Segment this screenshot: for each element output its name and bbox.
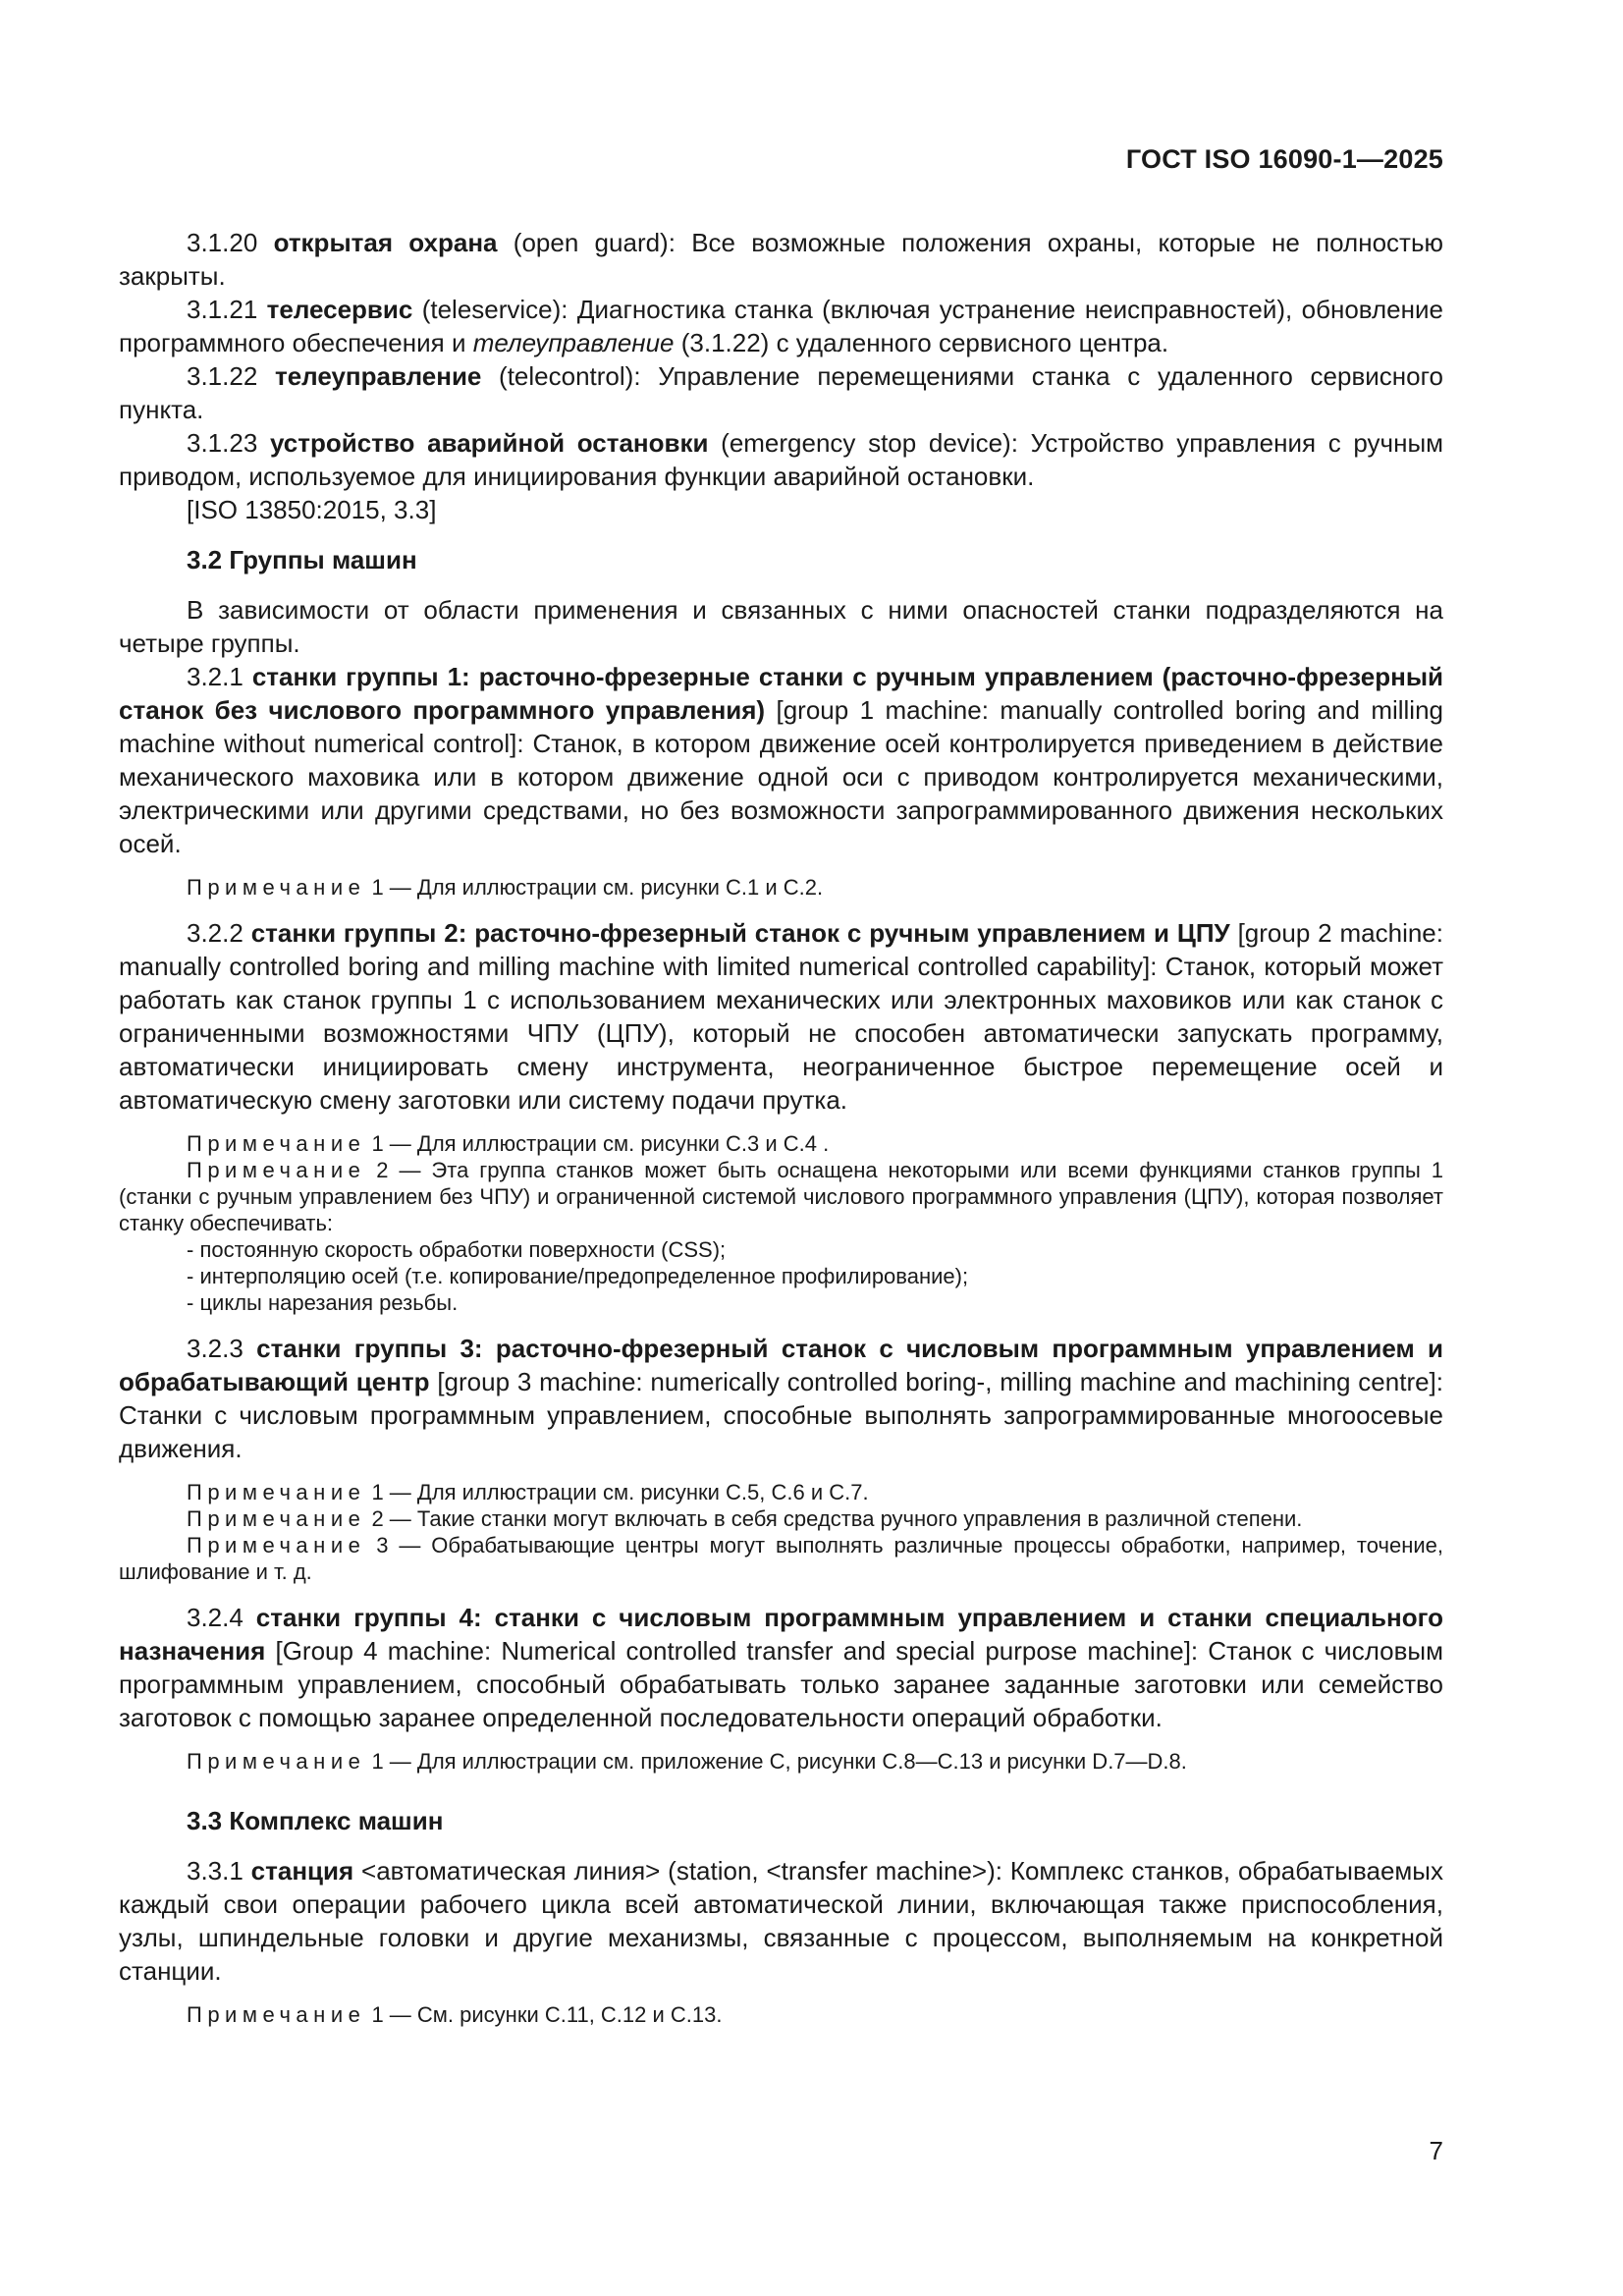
note-label: Примечание <box>187 1533 366 1558</box>
section-heading-3-2: 3.2 Группы машин <box>187 545 417 574</box>
list-item: - циклы нарезания резьбы. <box>187 1290 459 1315</box>
note <box>119 1505 1443 1532</box>
note-text: 1 — Для иллюстрации см. рисунки С.3 и С.4 . <box>365 1131 830 1156</box>
term-title: телеуправление <box>274 361 482 391</box>
term-3-2-3 <box>119 1332 1443 1465</box>
term-3-1-21 <box>119 293 1443 359</box>
term-definition-end: (3.1.22) с удаленного сервисного центра. <box>674 328 1169 357</box>
note-label: Примечание <box>187 1749 366 1774</box>
term-definition: (emergency stop device): Устройство управления с ручным приводом, используемое для инициирования функции аварийной остановки. <box>119 428 1444 491</box>
note <box>119 1479 1443 1505</box>
term-number: 3.3.1 <box>187 1856 243 1886</box>
term-definition: [group 1 machine: manually controlled boring and milling machine without numerical control]: Станок, в котором движение осей контролируется приведением в действие механического маховика или в котором движение одной оси с приводом контролируется механическими, электрическими или другими средствами, но без возможности запрограммированного движения нескольких осей. <box>119 695 1443 858</box>
document-id-header: ГОСТ ISO 16090-1—2025 <box>1125 144 1443 174</box>
term-3-1-20 <box>119 226 1443 293</box>
term-definition: (telecontrol): Управление перемещениями станка с удаленного сервисного пункта. <box>119 361 1443 424</box>
note-label: Примечание <box>187 1158 366 1182</box>
note-text: 3 — Обрабатывающие центры могут выполнять различные процессы обработки, например, точение, шлифование и т. д. <box>119 1533 1443 1584</box>
note-text: 1 — См. рисунки С.11, С.12 и С.13. <box>365 2002 723 2027</box>
term-title: устройство аварийной остановки <box>269 428 709 458</box>
term-number: 3.2.4 <box>187 1603 243 1632</box>
term-number: 3.2.2 <box>187 918 243 948</box>
term-definition: [group 2 machine: manually controlled boring and milling machine with limited numerical controlled capability]: Станок, который может работать как станок группы 1 с использованием механических или электронных маховиков или как станок с ограниченными возможностями ЧПУ (ЦПУ), который не способен автоматически запускать программу, автоматически инициировать смену инструмента, неограниченное быстрое перемещение осей и автоматическую смену заготовки или систему подачи прутка. <box>119 918 1443 1115</box>
term-source: [ISO 13850:2015, 3.3] <box>187 495 437 524</box>
note-label: Примечание <box>187 1506 366 1531</box>
term-number: 3.2.3 <box>187 1334 243 1363</box>
note <box>119 1748 1443 1775</box>
term-3-2-2 <box>119 916 1443 1117</box>
term-title: станки группы 3: расточно-фрезерный станок с числовым программным управлением и обрабатывающий центр <box>119 1334 1443 1396</box>
page-number: 7 <box>1429 2136 1443 2165</box>
section-intro: В зависимости от области применения и связанных с ними опасностей станки подразделяются на четыре группы. <box>119 595 1443 658</box>
term-3-1-23 <box>119 426 1443 493</box>
term-title: станки группы 2: расточно-фрезерный станок с ручным управлением и ЦПУ <box>250 918 1230 948</box>
list-item: - интерполяцию осей (т.е. копирование/предопределенное профилирование); <box>187 1264 969 1288</box>
term-3-2-1 <box>119 660 1443 860</box>
note <box>119 1532 1443 1585</box>
term-number: 3.1.21 <box>187 295 258 324</box>
term-number: 3.1.23 <box>187 428 258 458</box>
term-number: 3.1.20 <box>187 228 258 257</box>
term-definition: [Group 4 machine: Numerical controlled transfer and special purpose machine]: Станок с числовым программным управлением, способный обрабатывать только заранее заданные заготовки или семейство заготовок с помощью заранее определенной последовательности операций обработки. <box>119 1636 1443 1732</box>
term-definition: <автоматическая линия> (station, <transfer machine>): Комплекс станков, обрабатываемых каждый свои операции рабочего цикла всей автоматической линии, включающая также приспособления, узлы, шпиндельные головки и другие механизмы, связанные с процессом, выполняемым на конкретной станции. <box>119 1856 1443 1986</box>
term-3-2-4 <box>119 1601 1443 1734</box>
term-number: 3.2.1 <box>187 662 243 691</box>
note-label: Примечание <box>187 1131 366 1156</box>
page-content <box>119 226 1443 2028</box>
term-title: станция <box>250 1856 354 1886</box>
term-reference: телеуправление <box>472 328 675 357</box>
list-item: - постоянную скорость обработки поверхности (CSS); <box>187 1237 727 1262</box>
note <box>119 1157 1443 1236</box>
section-heading-3-3: 3.3 Комплекс машин <box>187 1806 444 1835</box>
note <box>119 874 1443 901</box>
note <box>119 1130 1443 1157</box>
term-number: 3.1.22 <box>187 361 258 391</box>
note-text: 1 — Для иллюстрации см. рисунки С.5, С.6 и С.7. <box>365 1480 869 1504</box>
term-title: станки группы 4: станки с числовым программным управлением и станки специального назначения <box>119 1603 1443 1666</box>
note-label: Примечание <box>187 875 366 900</box>
note-text: 1 — Для иллюстрации см. приложение С, рисунки С.8—С.13 и рисунки D.7—D.8. <box>365 1749 1187 1774</box>
note-text: 2 — Эта группа станков может быть оснащена некоторыми или всеми функциями станков группы 1 (станки с ручным управлением без ЧПУ) и ограниченной системой числового программного управления (ЦПУ), которая позволяет станку обеспечивать: <box>119 1158 1443 1235</box>
note-label: Примечание <box>187 1480 366 1504</box>
term-title: станки группы 1: расточно-фрезерные станки с ручным управлением (расточно-фрезерный станок без числового программного управления) <box>119 662 1443 725</box>
term-title: телесервис <box>266 295 413 324</box>
term-definition: (open guard): Все возможные положения охраны, которые не полностью закрыты. <box>119 228 1443 291</box>
note-text: 1 — Для иллюстрации см. рисунки С.1 и С.2. <box>365 875 824 900</box>
note-label: Примечание <box>187 2002 366 2027</box>
note <box>119 2001 1443 2028</box>
term-definition: [group 3 machine: numerically controlled boring-, milling machine and machining centre]: Станки с числовым программным управлением, способные выполнять запрограммированные многоосевые движения. <box>119 1367 1444 1463</box>
term-3-3-1 <box>119 1854 1443 1988</box>
term-3-1-22 <box>119 359 1443 426</box>
term-definition: (teleservice): Диагностика станка (включая устранение неисправностей), обновление программного обеспечения и <box>119 295 1443 357</box>
term-title: открытая охрана <box>273 228 498 257</box>
note-text: 2 — Такие станки могут включать в себя средства ручного управления в различной степени. <box>365 1506 1303 1531</box>
